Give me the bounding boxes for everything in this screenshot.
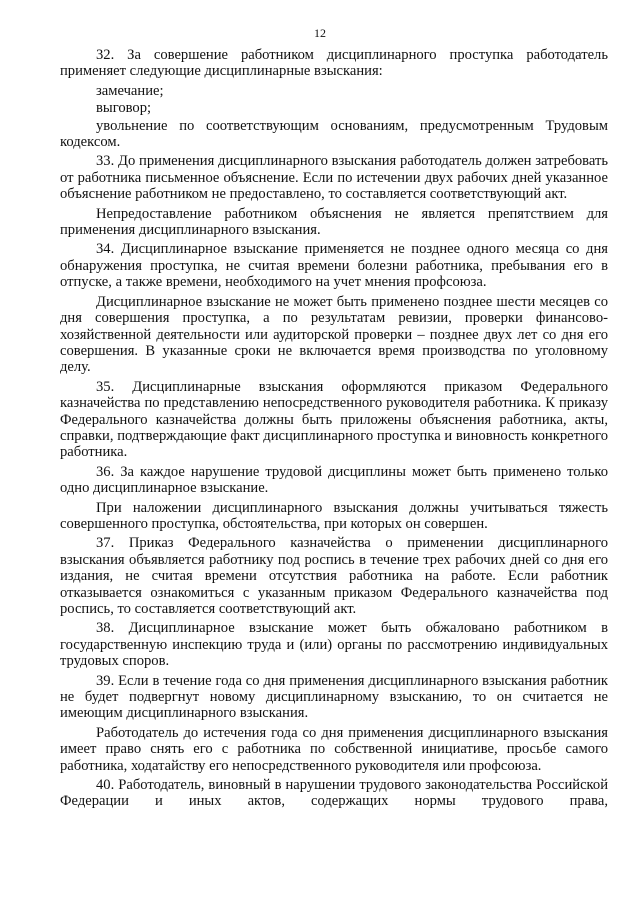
paragraph-38: 38. Дисциплинарное взыскание может быть обжаловано работником в государственную инспекцию труда и (или) органы по рассмотрению индивидуальных трудовых споров. [60,620,608,670]
paragraph-39: 39. Если в течение года со дня применения дисциплинарного взыскания работник не будет подвергнут новому дисциплинарному взысканию, то он считается не имеющим дисциплинарного взыскания. [60,672,608,722]
paragraph-35: 35. Дисциплинарные взыскания оформляются приказом Федерального казначейства по представлению непосредственного руководителя работника. К приказу Федерального казначейства должны быть приложены объяснения работника, акты, справки, подтверждающие факт дисциплинарного проступка и виновность конкретного работника. [60,378,608,461]
paragraph-37: 37. Приказ Федерального казначейства о применении дисциплинарного взыскания объявляется работнику под роспись в течение трех рабочих дней со дня его издания, не считая времени отсутствия работника на работе. Если работник отказывается ознакомиться с указанным приказом Федерального казначейства под роспись, то составляется соответствующий акт. [60,535,608,617]
page-number: 12 [314,26,326,40]
paragraph-33: 33. До применения дисциплинарного взыскания работодатель должен затребовать от работника письменное объяснение. Если по истечении двух рабочих дней указанное объяснение работником не предоставлено, то составляется соответствующий акт. [60,153,608,203]
list-item-dismissal: увольнение по соответствующим основаниям, предусмотренным Трудовым кодексом. [60,117,608,151]
paragraph-34: 34. Дисциплинарное взыскание применяется не позднее одного месяца со дня обнаружения проступка, не считая времени болезни работника, пребывания его в отпуске, а также времени, необходимого на учет мнения профсоюза. [60,241,608,291]
paragraph-32: 32. За совершение работником дисциплинарного проступка работодатель применяет следующие дисциплинарные взыскания: [60,47,608,80]
list-item-reprimand-remark: замечание; [96,82,164,99]
paragraph-36: 36. За каждое нарушение трудовой дисциплины может быть применено только одно дисциплинарное взыскание. [60,463,608,497]
paragraph-40: 40. Работодатель, виновный в нарушении трудового законодательства Российской Федерации и иных актов, содержащих нормы трудового права, [60,777,608,810]
paragraph-36-note: При наложении дисциплинарного взыскания должны учитываться тяжесть совершенного проступка, обстоятельства, при которых он совершен. [60,499,608,532]
paragraph-34-note: Дисциплинарное взыскание не может быть применено позднее шести месяцев со дня совершения проступка, а по результатам ревизии, проверки финансово-хозяйственной деятельности или аудиторской проверки – позднее двух лет со дня его совершения. В указанные сроки не включается время производства по уголовному делу. [60,293,608,376]
list-item-reprimand-warning: выговор; [96,100,152,117]
paragraph-39-note: Работодатель до истечения года со дня применения дисциплинарного взыскания имеет право снять его с работника по собственной инициативе, просьбе самого работника, ходатайству его непосредственного руководителя или профсоюза. [60,724,608,774]
document-body [60,47,608,813]
paragraph-33-note: Непредоставление работником объяснения не является препятствием для применения дисциплинарного взыскания. [60,205,608,239]
